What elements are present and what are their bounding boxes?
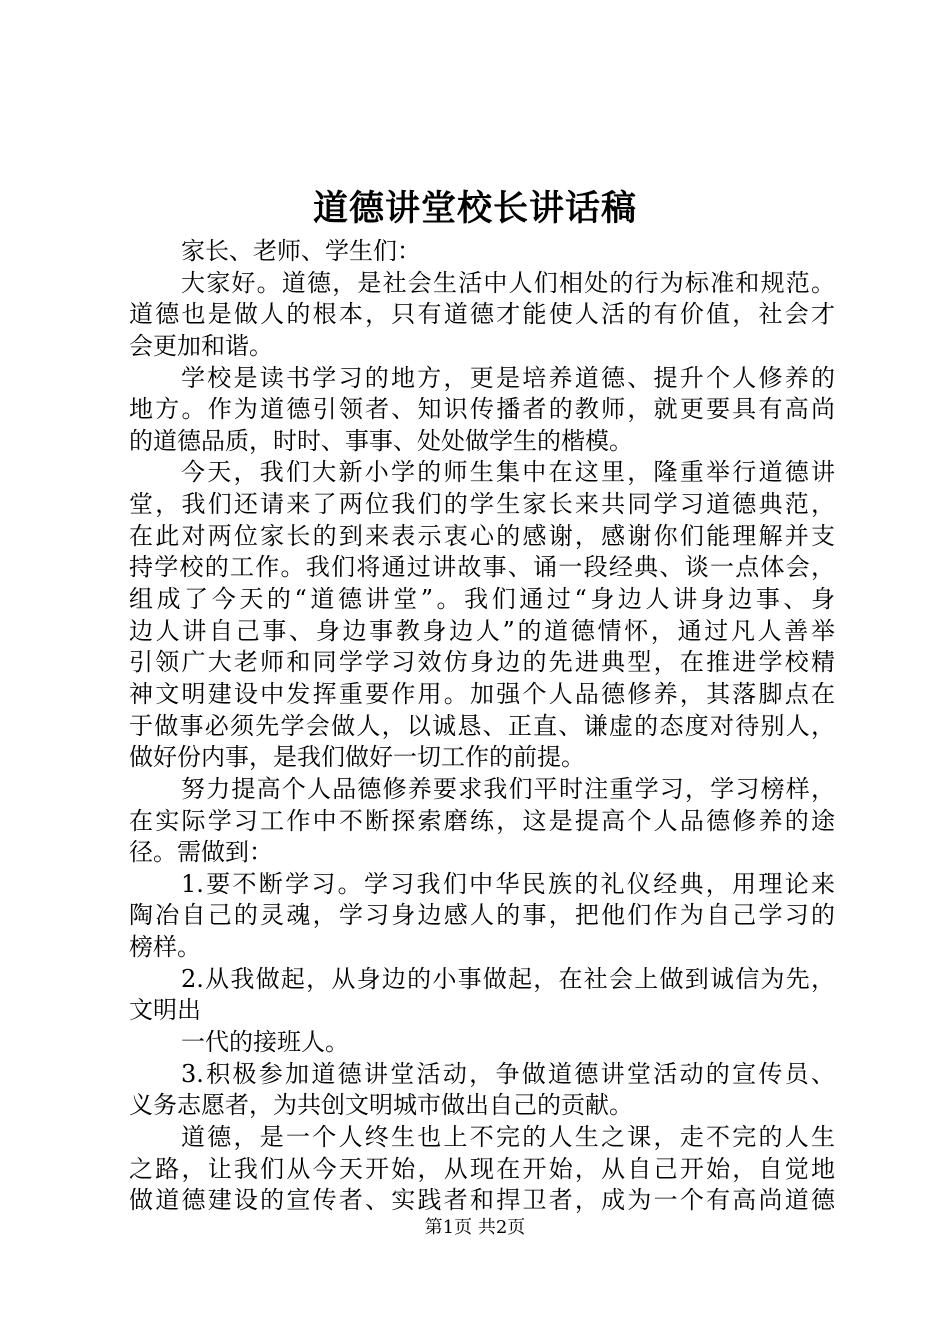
body-line: 神文明建设中发挥重要作用。加强个人品德修养，其落脚点在 — [129, 679, 835, 708]
body-line: 在此对两位家长的到来表示衷心的感谢，感谢你们能理解并支 — [129, 521, 835, 550]
body-line: 义务志愿者，为共创文明城市做出自己的贡献。 — [129, 1091, 633, 1120]
body-line: 堂，我们还请来了两位我们的学生家长来共同学习道德典范， — [129, 490, 835, 519]
body-line: 文明出 — [129, 996, 201, 1025]
body-line: 陶冶自己的灵魂，学习身边感人的事，把他们作为自己学习的 — [129, 901, 835, 930]
body-line: 学校是读书学习的地方，更是培养道德、提升个人修养的 — [181, 363, 835, 392]
body-line: 2.从我做起，从身边的小事做起，在社会上做到诚信为先， — [181, 964, 835, 993]
body-line: 榜样。 — [129, 933, 201, 962]
body-line: 之路，让我们从今天开始，从现在开始，从自己开始，自觉地 — [129, 1154, 835, 1183]
body-line: 径。需做到： — [129, 838, 273, 867]
body-line: 持学校的工作。我们将通过讲故事、诵一段经典、谈一点体会， — [129, 553, 835, 582]
body-line: 今天，我们大新小学的师生集中在这里，隆重举行道德讲 — [181, 458, 835, 487]
document-body — [129, 236, 835, 1217]
body-line: 会更加和谐。 — [129, 331, 273, 360]
body-line: 做道德建设的宣传者、实践者和捍卫者，成为一个有高尚道德 — [129, 1186, 835, 1215]
body-line: 努力提高个人品德修养要求我们平时注重学习，学习榜样， — [181, 774, 835, 803]
body-line: 做好份内事，是我们做好一切工作的前提。 — [129, 743, 585, 772]
body-line: 边人讲自己事、身边事教身边人”的道德情怀，通过凡人善举 — [129, 616, 835, 645]
body-line: 在实际学习工作中不断探索磨练，这是提高个人品德修养的途 — [129, 806, 835, 835]
body-line: 的道德品质，时时、事事、处处做学生的楷模。 — [129, 426, 633, 455]
body-line: 家长、老师、学生们： — [181, 237, 421, 265]
body-line: 引领广大老师和同学学习效仿身边的先进典型，在推进学校精 — [129, 648, 835, 677]
body-line: 地方。作为道德引领者、知识传播者的教师，就更要具有高尚 — [129, 395, 835, 424]
document-title: 道德讲堂校长讲话稿 — [312, 188, 637, 229]
body-line: 道德，是一个人终生也上不完的人生之课，走不完的人生 — [181, 1122, 835, 1151]
body-line: 大家好。道德，是社会生活中人们相处的行为标准和规范。 — [181, 268, 835, 297]
body-line: 一代的接班人。 — [181, 1028, 349, 1057]
body-line: 1.要不断学习。学习我们中华民族的礼仪经典，用理论来 — [181, 869, 835, 898]
body-line: 3.积极参加道德讲堂活动，争做道德讲堂活动的宣传员、 — [181, 1059, 835, 1088]
body-line: 组成了今天的“道德讲堂”。我们通过“身边人讲身边事、身 — [129, 585, 835, 614]
body-line: 道德也是做人的根本，只有道德才能使人活的有价值，社会才 — [129, 300, 835, 329]
body-line: 于做事必须先学会做人，以诚恳、正直、谦虚的态度对待别人， — [129, 711, 835, 740]
page-footer: 第1页 共2页 — [424, 1217, 526, 1238]
